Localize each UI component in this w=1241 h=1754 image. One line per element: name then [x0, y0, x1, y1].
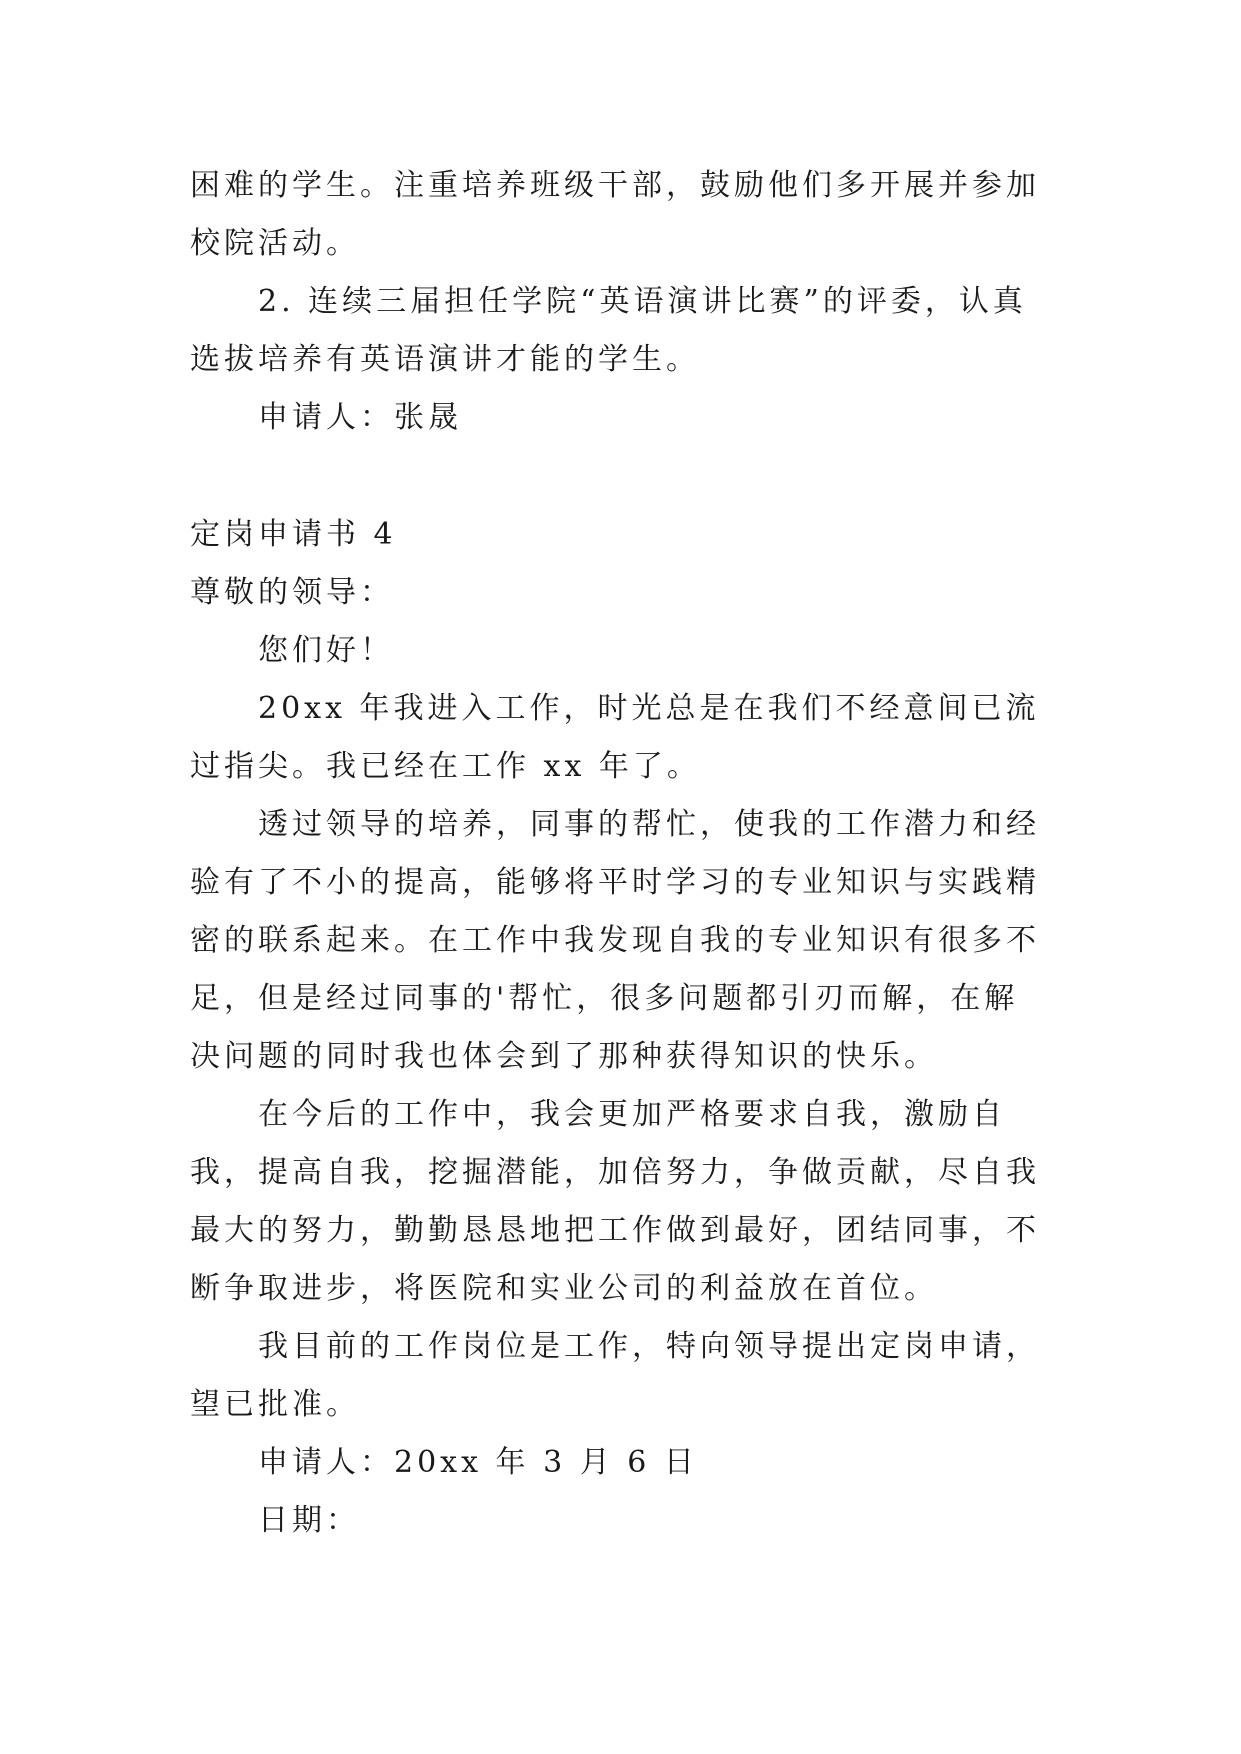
paragraph-2: 透过领导的培养，同事的帮忙，使我的工作潜力和经验有了不小的提高，能够将平时学习的专业知识与实践精密的联系起来。在工作中我发现自我的专业知识有很多不足，但是经过同事的'帮忙，很多问题都引刃而解，在解决问题的同时我也体会到了那种获得知识的快乐。: [190, 807, 1040, 1074]
signature-line: 申请人：张晟: [258, 400, 462, 435]
paragraph-item-2: 2. 连续三届担任学院“英语演讲比赛”的评委，认真选拔培养有英语演讲才能的学生。: [190, 284, 1027, 377]
paragraph-4: 我目前的工作岗位是工作，特向领导提出定岗申请，望已批准。: [190, 1329, 1040, 1422]
section-title: 定岗申请书 4: [190, 517, 397, 552]
paragraph-continuation: 困难的学生。注重培养班级干部，鼓励他们多开展并参加校院活动。: [190, 168, 1040, 261]
paragraph-3: 在今后的工作中，我会更加严格要求自我，激励自我，提高自我，挖掘潜能，加倍努力，争做贡献，尽自我最大的努力，勤勤恳恳地把工作做到最好，团结同事，不断争取进步，将医院和实业公司的利益放在首位。: [190, 1097, 1040, 1306]
salutation: 尊敬的领导：: [190, 575, 394, 610]
greeting: 您们好！: [258, 633, 394, 668]
applicant-line: 申请人：20xx 年 3 月 6 日: [258, 1445, 698, 1480]
section-1: [190, 157, 1050, 447]
paragraph-1: 20xx 年我进入工作，时光总是在我们不经意间已流过指尖。我已经在工作 xx 年了。: [190, 691, 1040, 784]
date-line: 日期：: [258, 1503, 360, 1538]
section-2: [190, 506, 1050, 1550]
